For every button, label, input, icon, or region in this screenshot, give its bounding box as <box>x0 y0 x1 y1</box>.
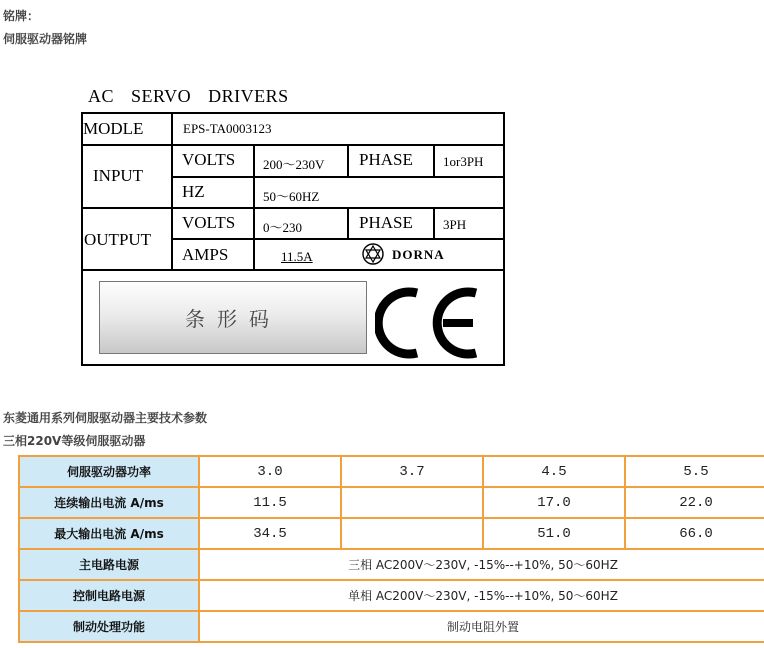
nameplate-subheading: 伺服驱动器铭牌 <box>3 32 88 46</box>
power-value: 3.0 <box>199 456 341 487</box>
max-current-label: 最大输出电流 A/ms <box>19 518 199 549</box>
nameplate <box>81 112 505 366</box>
power-value: 4.5 <box>483 456 625 487</box>
input-phase-value: 1or3PH <box>443 154 484 169</box>
control-power-label: 控制电路电源 <box>19 580 199 611</box>
output-volts-label: VOLTS <box>182 213 236 232</box>
amps-label: AMPS <box>182 245 229 264</box>
output-phase-label: PHASE <box>359 213 413 232</box>
max-current-value: 34.5 <box>199 518 341 549</box>
output-volts-value: 0～230 <box>263 220 303 235</box>
specs-heading: 东菱通用系列伺服驱动器主要技术参数 <box>3 411 208 425</box>
table-row <box>19 611 764 642</box>
dorna-logo-icon <box>362 243 384 265</box>
output-label: OUTPUT <box>84 230 152 249</box>
continuous-current-value <box>341 487 483 518</box>
max-current-value: 51.0 <box>483 518 625 549</box>
hz-value: 50～60HZ <box>263 189 320 204</box>
table-row <box>19 456 764 487</box>
input-phase-label: PHASE <box>359 150 413 169</box>
control-power-value: 单相 AC200V～230V, -15%--+10%, 50～60HZ <box>199 580 764 611</box>
hz-label: HZ <box>182 182 205 201</box>
table-row <box>19 487 764 518</box>
continuous-current-value: 11.5 <box>199 487 341 518</box>
main-power-value: 三相 AC200V～230V, -15%--+10%, 50～60HZ <box>199 549 764 580</box>
input-volts-value: 200～230V <box>263 157 325 172</box>
max-current-value <box>341 518 483 549</box>
output-phase-value: 3PH <box>443 217 467 232</box>
specs-subheading: 三相220V等级伺服驱动器 <box>3 434 146 448</box>
amps-value: 11.5A <box>281 249 313 264</box>
table-row <box>19 549 764 580</box>
spec-table <box>18 455 764 643</box>
model-value: EPS-TA0003123 <box>183 121 272 136</box>
brake-value: 制动电阻外置 <box>199 611 764 642</box>
power-value: 5.5 <box>625 456 764 487</box>
power-label: 伺服驱动器功率 <box>19 456 199 487</box>
continuous-current-value: 22.0 <box>625 487 764 518</box>
barcode-box <box>99 281 367 354</box>
barcode-label: 条形码 <box>185 307 281 331</box>
brand-name: DORNA <box>392 247 445 262</box>
brake-label: 制动处理功能 <box>19 611 199 642</box>
nameplate-heading: 铭牌： <box>3 9 40 23</box>
input-label: INPUT <box>93 166 144 185</box>
max-current-value: 66.0 <box>625 518 764 549</box>
ce-mark-icon <box>375 284 487 362</box>
model-label: MODLE <box>83 119 144 138</box>
continuous-current-value: 17.0 <box>483 487 625 518</box>
input-volts-label: VOLTS <box>182 150 236 169</box>
table-row <box>19 580 764 611</box>
table-row <box>19 518 764 549</box>
power-value: 3.7 <box>341 456 483 487</box>
nameplate-title: AC SERVO DRIVERS <box>88 86 289 106</box>
main-power-label: 主电路电源 <box>19 549 199 580</box>
continuous-current-label: 连续输出电流 A/ms <box>19 487 199 518</box>
